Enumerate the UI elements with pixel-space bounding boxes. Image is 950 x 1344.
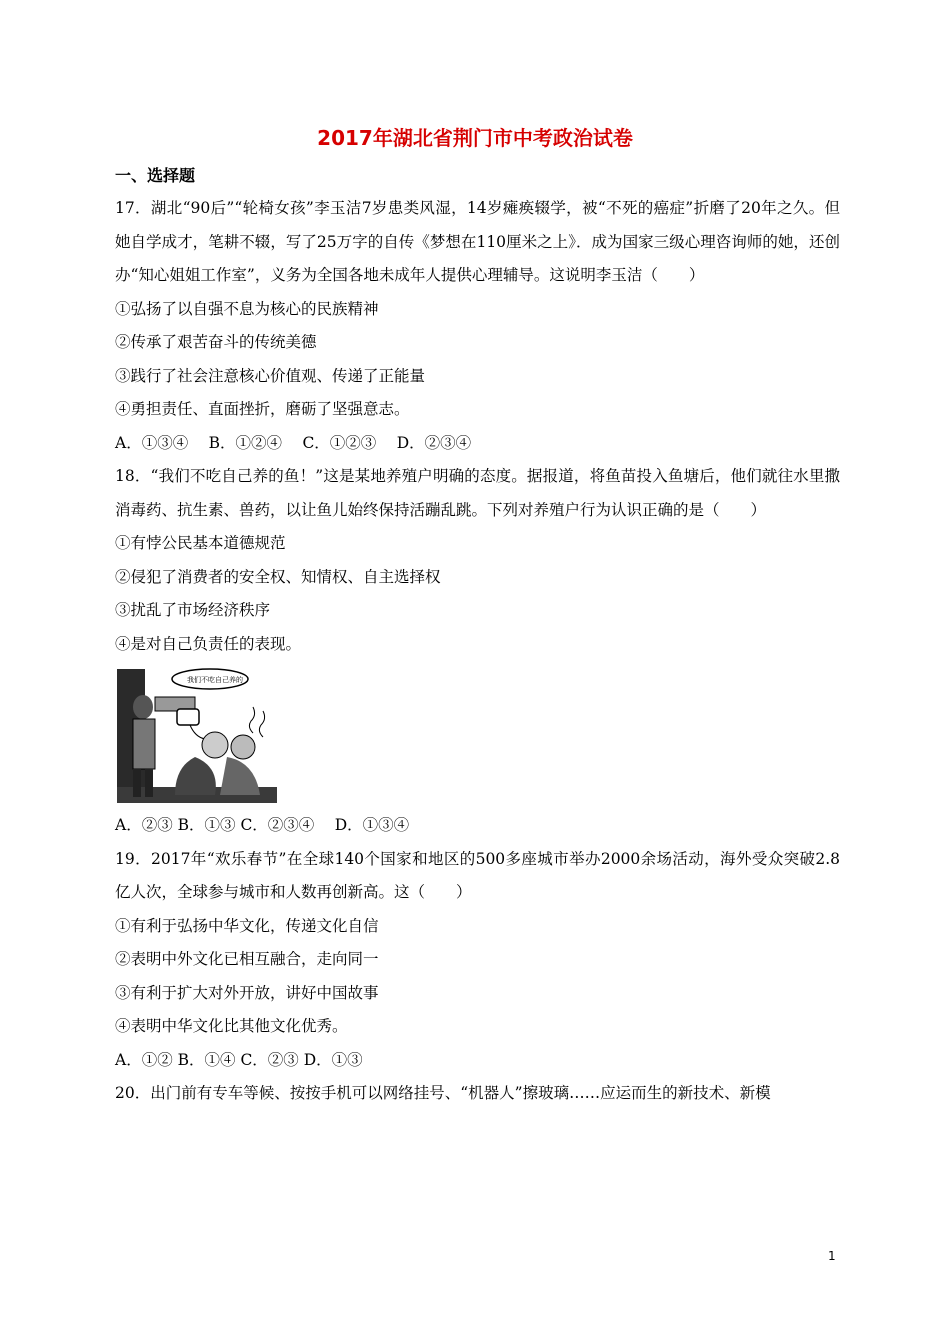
cartoon-image: [115, 667, 280, 805]
page-number: 1: [828, 1249, 836, 1263]
question-19-options: A．①② B．①④ C．②③ D．①③: [115, 1050, 363, 1069]
question-17-stem: 17．湖北“90后”“轮椅女孩”李玉洁7岁患类风湿，14岁瘫痪辍学，被“不死的癌症”折磨了20年之久。但她自学成才，笔耕不辍，写了25万字的自传《梦想在110厘米之上》．成为国家三级心理咨询师的她，还创办“知心姐姐工作室”，义务为全国各地未成年人提供心理辅导。这说明李玉洁（ ）: [115, 199, 840, 284]
question-17-item: ③践行了社会注意核心价值观、传递了正能量: [115, 366, 426, 385]
question-18-item: ①有悖公民基本道德规范: [115, 534, 286, 552]
question-19-item: ④表明中华文化比其他文化优秀。: [115, 1017, 348, 1035]
question-17-item: ①弘扬了以自强不息为核心的民族精神: [115, 299, 379, 318]
question-19-stem: 19．2017年“欢乐春节”在全球140个国家和地区的500多座城市举办2000余场活动，海外受众突破2.8亿人次，全球参与城市和人数再创新高。这（ ）: [115, 849, 840, 901]
question-18-stem: 18．“我们不吃自己养的鱼！”这是某地养殖户明确的态度。据报道，将鱼苗投入鱼塘后，他们就往水里撒消毒药、抗生素、兽药，以让鱼儿始终保持活蹦乱跳。下列对养殖户行为认识正确的是（ ）: [115, 467, 840, 519]
question-list: [115, 192, 840, 1111]
section-heading: 一、选择题: [115, 166, 196, 185]
page-title: 2017年湖北省荆门市中考政治试卷: [317, 126, 633, 150]
question-19-item: ③有利于扩大对外开放，讲好中国故事: [115, 983, 379, 1002]
question-20-stem: 20．出门前有专车等候、按按手机可以网络挂号、“机器人”擦玻璃……应运而生的新技术、新模: [115, 1084, 771, 1102]
question-18-item: ④是对自己负责任的表现。: [115, 634, 302, 653]
question-17-item: ④勇担责任、直面挫折，磨砺了坚强意志。: [115, 400, 410, 418]
question-17-item: ②传承了艰苦奋斗的传统美德: [115, 333, 317, 351]
question-18-options: A．②③ B．①③ C．②③④ D．①③④: [115, 816, 410, 834]
question-19-item: ②表明中外文化已相互融合，走向同一: [115, 950, 379, 968]
question-19-item: ①有利于弘扬中华文化，传递文化自信: [115, 916, 379, 935]
question-18-item: ③扰乱了市场经济秩序: [115, 601, 271, 619]
cartoon-caption: 我们不吃自己养的: [187, 676, 243, 684]
question-18-item: ②侵犯了消费者的安全权、知情权、自主选择权: [115, 567, 441, 586]
question-17-options: A．①③④ B．①②④ C．①②③ D．②③④: [115, 433, 472, 452]
